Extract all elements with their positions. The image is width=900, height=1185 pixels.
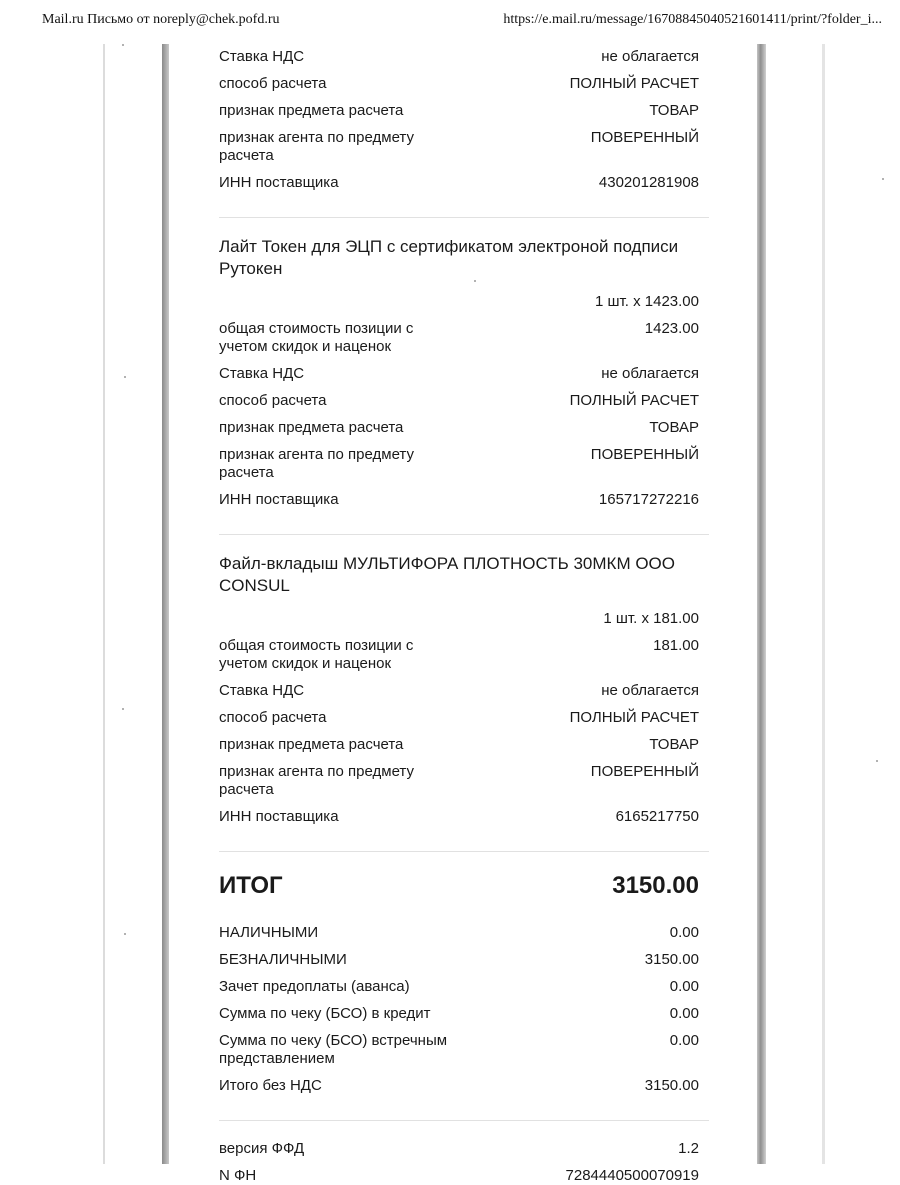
detail-row	[219, 320, 699, 356]
fiscal-value: 7284440500070919	[565, 1167, 699, 1184]
scan-speck	[122, 708, 124, 710]
payment-row	[219, 951, 699, 969]
payment-row	[219, 1032, 699, 1068]
detail-value: не облагается	[601, 682, 699, 699]
detail-row	[219, 102, 699, 120]
detail-value: не облагается	[601, 48, 699, 65]
scan-edge-left	[103, 44, 105, 1164]
scan-speck	[122, 44, 124, 46]
detail-value: ПОВЕРЕННЫЙ	[590, 446, 699, 463]
payment-breakdown	[219, 924, 699, 1095]
detail-label: признак агента по предмету расчета	[219, 446, 414, 481]
detail-label: способ расчета	[219, 392, 327, 409]
payment-row	[219, 978, 699, 996]
payment-value: 0.00	[669, 978, 699, 995]
payment-row	[219, 1005, 699, 1023]
scan-speck	[882, 178, 884, 180]
total-value: 3150.00	[612, 872, 699, 899]
detail-row	[219, 763, 699, 799]
detail-row	[219, 365, 699, 383]
detail-value: 181.00	[653, 637, 699, 654]
payment-label: Итого без НДС	[219, 1077, 322, 1094]
receipt-total	[219, 872, 699, 900]
detail-row	[219, 491, 699, 509]
detail-row	[219, 682, 699, 700]
scan-speck	[876, 760, 878, 762]
payment-row	[219, 924, 699, 942]
detail-row	[219, 419, 699, 437]
detail-row	[219, 392, 699, 410]
scan-edge-right	[822, 44, 825, 1164]
detail-label: признак предмета расчета	[219, 736, 404, 753]
receipt-item	[219, 553, 699, 826]
item-quantity-price: 1 шт. x 181.00	[603, 610, 699, 627]
detail-label: общая стоимость позиции с учетом скидок и наценок	[219, 320, 414, 355]
detail-row	[219, 75, 699, 93]
fiscal-value: 1.2	[678, 1140, 699, 1157]
detail-label: признак предмета расчета	[219, 102, 404, 119]
receipt-item	[219, 236, 699, 509]
payment-label: Зачет предоплаты (аванса)	[219, 978, 410, 995]
scan-speck	[124, 376, 126, 378]
payment-value: 3150.00	[644, 1077, 699, 1094]
divider	[219, 534, 709, 535]
receipt-border-left	[162, 44, 169, 1164]
detail-label: признак предмета расчета	[219, 419, 404, 436]
print-header-title: Mail.ru Письмо от noreply@chek.pofd.ru	[42, 12, 280, 27]
detail-value: ТОВАР	[649, 102, 699, 119]
detail-row	[219, 446, 699, 482]
detail-value: ПОЛНЫЙ РАСЧЕТ	[569, 392, 699, 409]
fiscal-label: N ФН	[219, 1167, 257, 1184]
payment-label: Сумма по чеку (БСО) в кредит	[219, 1005, 431, 1022]
detail-row	[219, 709, 699, 727]
detail-row	[219, 174, 699, 192]
detail-label: ИНН поставщика	[219, 174, 339, 191]
fiscal-label: версия ФФД	[219, 1140, 305, 1157]
divider	[219, 217, 709, 218]
detail-row	[219, 808, 699, 826]
detail-label: ИНН поставщика	[219, 808, 339, 825]
detail-value: 430201281908	[598, 174, 699, 191]
scan-speck	[124, 933, 126, 935]
detail-row	[219, 129, 699, 165]
detail-value: 1423.00	[644, 320, 699, 337]
detail-value: ТОВАР	[649, 736, 699, 753]
item-name: Лайт Токен для ЭЦП с сертификатом электроной подписи Рутокен	[219, 237, 679, 278]
detail-label: способ расчета	[219, 709, 327, 726]
scan-speck	[474, 280, 476, 282]
payment-value: 3150.00	[644, 951, 699, 968]
detail-value: 165717272216	[598, 491, 699, 508]
payment-value: 0.00	[669, 924, 699, 941]
payment-label: БЕЗНАЛИЧНЫМИ	[219, 951, 347, 968]
detail-value: ПОЛНЫЙ РАСЧЕТ	[569, 709, 699, 726]
fiscal-row	[219, 1140, 699, 1158]
payment-value: 0.00	[669, 1032, 699, 1049]
detail-row	[219, 48, 699, 66]
payment-label: НАЛИЧНЫМИ	[219, 924, 319, 941]
detail-label: признак агента по предмету расчета	[219, 763, 414, 798]
detail-row	[219, 736, 699, 754]
payment-row	[219, 1077, 699, 1095]
payment-label: Сумма по чеку (БСО) встречным представлением	[219, 1032, 448, 1067]
fiscal-info	[219, 1140, 699, 1185]
divider	[219, 851, 709, 852]
detail-row	[219, 637, 699, 673]
detail-value: 6165217750	[615, 808, 699, 825]
item-name: Файл-вкладыш МУЛЬТИФОРА ПЛОТНОСТЬ 30МКМ ООО CONSUL	[219, 554, 675, 595]
detail-label: ИНН поставщика	[219, 491, 339, 508]
divider	[219, 1120, 709, 1121]
detail-label: Ставка НДС	[219, 48, 305, 65]
receipt-border-right	[757, 44, 766, 1164]
detail-label: признак агента по предмету расчета	[219, 129, 414, 164]
previous-item-details	[219, 48, 699, 192]
detail-label: Ставка НДС	[219, 365, 305, 382]
receipt	[219, 44, 699, 1185]
detail-value: ПОВЕРЕННЫЙ	[590, 763, 699, 780]
fiscal-row	[219, 1167, 699, 1185]
detail-value: ПОВЕРЕННЫЙ	[590, 129, 699, 146]
total-label: ИТОГ	[219, 872, 283, 899]
payment-value: 0.00	[669, 1005, 699, 1022]
detail-value: ПОЛНЫЙ РАСЧЕТ	[569, 75, 699, 92]
detail-label: способ расчета	[219, 75, 327, 92]
detail-value: не облагается	[601, 365, 699, 382]
item-quantity-price: 1 шт. x 1423.00	[595, 293, 699, 310]
detail-label: общая стоимость позиции с учетом скидок и наценок	[219, 637, 414, 672]
detail-label: Ставка НДС	[219, 682, 305, 699]
print-header-url: https://e.mail.ru/message/16708845040521601411/print/?folder_i...	[503, 12, 882, 27]
detail-value: ТОВАР	[649, 419, 699, 436]
